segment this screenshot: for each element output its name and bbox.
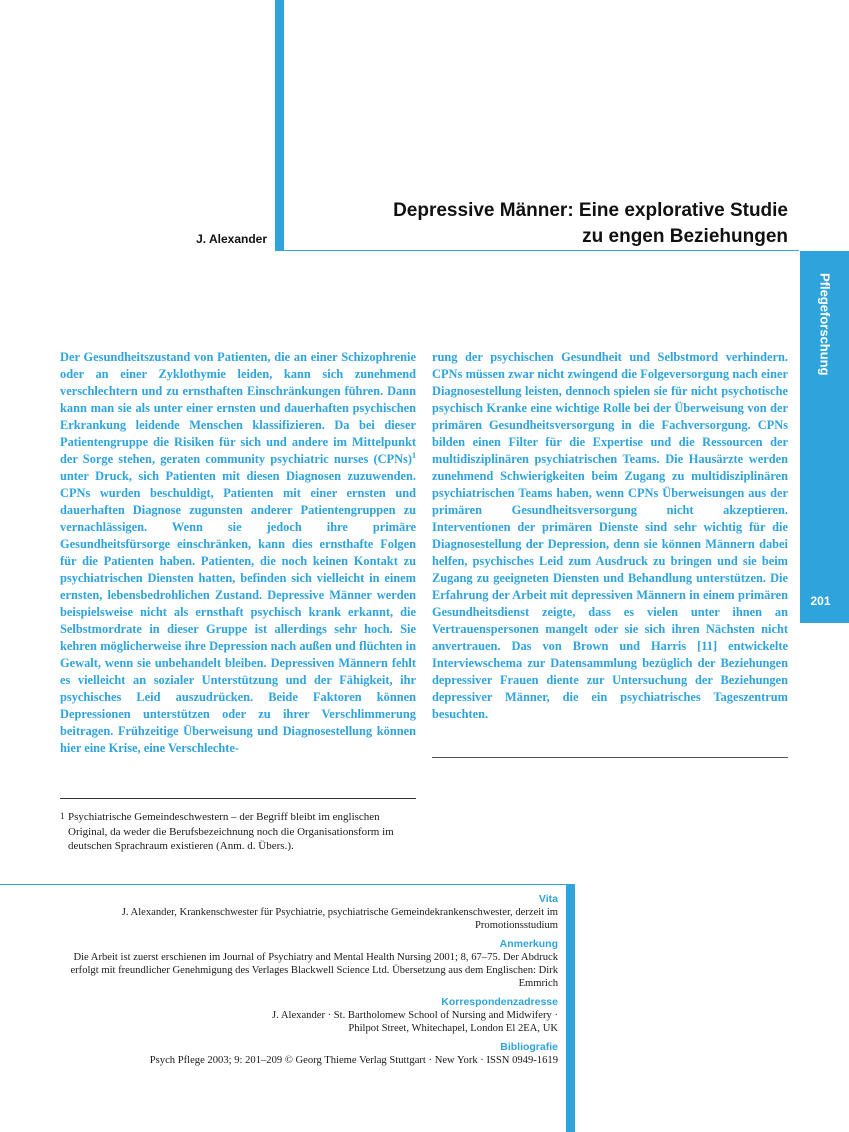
bibliography-heading: Bibliografie — [500, 1041, 558, 1053]
vita-block — [60, 893, 558, 932]
address-heading: Korrespondenzadresse — [441, 996, 558, 1008]
body-column-right — [432, 349, 788, 723]
footnote — [60, 810, 416, 854]
footnote-mark: 1 — [60, 811, 65, 821]
address-block — [60, 996, 558, 1035]
author-name: J. Alexander — [196, 232, 267, 246]
footnote-separator — [60, 798, 416, 799]
footnote-text: Psychiatrische Gemeindeschwestern – der Begriff bleibt im englischen Original, da weder die Berufsbezeichnung noch die Organisationsform im deutschen Sprachraum existieren (Anm. d. Übers.). — [68, 811, 394, 852]
address-line2: Philpot Street, Whitechapel, London El 2EA, UK — [348, 1023, 558, 1034]
bibliography-block — [60, 1041, 558, 1067]
address-line1: J. Alexander · St. Bartholomew School of Nursing and Midwifery · — [272, 1010, 558, 1021]
body-text-left-cont: unter Druck, sich Patienten mit diesen Diagnosen zuzuwenden. CPNs wurden beschuldigt, Patienten mit einer ernsten und dauerhaften Diagnose zugunsten anderer Patientengruppen zu vernachlässigen. Wenn sie jedoch ihre primäre Gesundheitsfürsorge einschränken, kann dies ernsthafte Folgen für die Patienten haben. Patienten, die noch keinen Kontakt zu psychiatrischen Diensten hatten, befinden sich vielleicht in einem ernsten, lebensbedrohlichen Zustand. Depressive Männer werden beispielsweise nicht als ernsthaft psychisch krank erkannt, die Selbstmordrate in dieser Gruppe ist allerdings sehr hoch. Sie kehren möglicherweise ihre Depression nach außen und flüchten in Gewalt, wenn sie unbehandelt bleiben. Depressiven Männern fehlt es vielleicht an sozialer Unterstützung und der Fähigkeit, ihr psychisches Leid auszudrücken. Beide Faktoren können Depressionen unterstützen oder zu ihrer Verschlimmerung beitragen. Frühzeitige Überweisung und Diagnosestellung können hier eine Krise, eine Verschlechte- — [60, 469, 416, 755]
bibliography-text: Psych Pflege 2003; 9: 201–209 © Georg Thieme Verlag Stuttgart · New York · ISSN 0949-1619 — [149, 1055, 558, 1066]
article-title — [328, 198, 788, 250]
vita-text: J. Alexander, Krankenschwester für Psychiatrie, psychiatrische Gemeindekrankenschwester, derzeit im Promotionsstudium — [121, 907, 558, 931]
body-text-right: rung der psychischen Gesundheit und Selbstmord verhindern. CPNs müssen zwar nicht zwingend die Folgeversorgung nach einer Diagnosestellung leisten, dennoch spielen sie für nicht psychotische psychisch Kranke eine wichtige Rolle bei der Überweisung von der primären Gesundheitsversorgung in die Fachversorgung. CPNs bilden einen Filter für die Expertise und die Ressourcen der multidisziplinären psychiatrischen Teams. Die Hausärzte werden zunehmend Schwierigkeiten beim Zugang zu multidisziplinären psychiatrischen Teams haben, wenn CPNs Überweisungen aus der primären Gesundheitsversorgung nicht akzeptieren. Interventionen der primären Dienste sind sehr wichtig für die Diagnosestellung der Depression, denn sie können Männern dabei helfen, psychisches Leid zum Ausdruck zu bringen und sie beim Zugang zu geeigneten Diensten und Behandlung unterstützen. Die Erfahrung der Arbeit mit depressiven Männern in einem primären Gesundheitsdienst zeigte, dass es vielen unter ihnen an Vertrauenspersonen mangelt oder sie sich ihren Nächsten nicht anvertrauen. Das von Brown und Harris [11] entwickelte Interviewschema zur Datensammlung bezüglich der Beziehungen depressiver Frauen diente zur Untersuchung der Beziehungen depressiver Männer, die ein psychiatrisches Tageszentrum besuchten. — [432, 350, 788, 721]
top-accent-bar — [275, 0, 284, 251]
info-box-accent-bar — [566, 884, 575, 1132]
note-text: Die Arbeit ist zuerst erschienen im Journal of Psychiatry and Mental Health Nursing 2001; 8, 67–75. Der Abdruck erfolgt mit freundlicher Genehmigung des Verlages Blackwell Science Ltd. Übersetzung aus dem Englischen: Dirk Emmrich — [70, 952, 558, 989]
page-number: 201 — [810, 594, 831, 608]
article-title-line2: zu engen Beziehungen — [582, 226, 788, 247]
title-underline — [275, 250, 799, 251]
column-end-rule — [432, 757, 788, 758]
body-column-left — [60, 349, 416, 757]
footnote-reference: 1 — [412, 450, 416, 460]
info-box-top-rule — [0, 884, 575, 885]
section-label-wrapper — [800, 251, 849, 421]
article-title-line1: Depressive Männer: Eine explorative Studie — [393, 200, 788, 221]
note-block — [60, 938, 558, 990]
section-label: Pflegeforschung — [817, 273, 832, 376]
info-box — [60, 893, 558, 1073]
note-heading: Anmerkung — [499, 938, 558, 950]
vita-heading: Vita — [538, 893, 558, 905]
body-text-left: Der Gesundheitszustand von Patienten, die an einer Schizophrenie oder an einer Zyklothymie leiden, kann sich zunehmend verschlechtern und zu ernsthaften Einschränkungen führen. Dann kann man sie als unter einer ernsten und dauerhaften psychischen Erkrankung leidende Menschen klassifizieren. Da bei dieser Patientengruppe die Risiken für sich und andere im Mittelpunkt der Sorge stehen, geraten community psychiatric nurses (CPNs) — [60, 350, 416, 466]
